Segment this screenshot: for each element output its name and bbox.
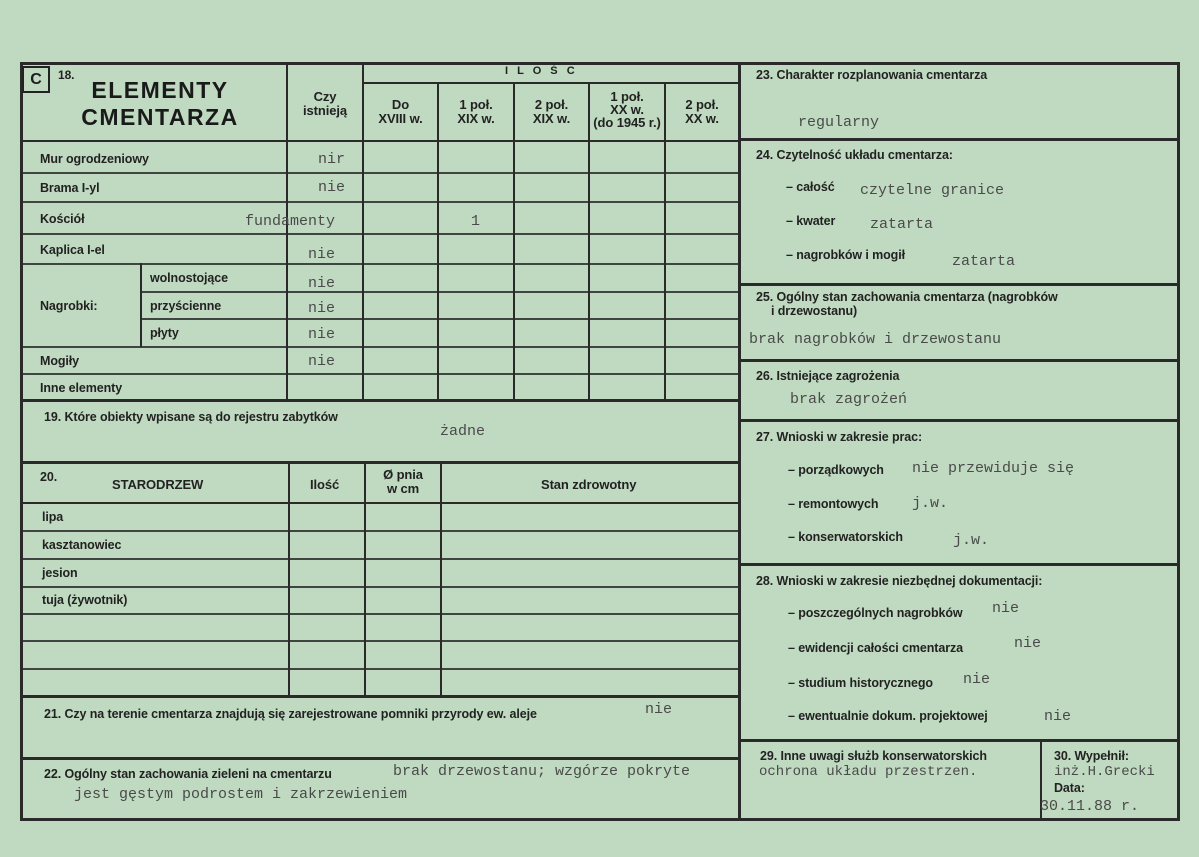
q25-answer: brak nagrobków i drzewostanu	[749, 331, 1002, 348]
grid-line	[740, 563, 1179, 566]
period-l1: 1 poł.	[610, 89, 644, 104]
q24-item-label: – całość	[786, 180, 835, 194]
frame-bottom	[20, 818, 1180, 821]
period-header	[439, 98, 513, 126]
grid-line	[20, 461, 740, 464]
q22-label: 22. Ogólny stan zachowania zieleni na cmentarzu	[44, 767, 332, 781]
grid-line	[288, 462, 290, 696]
grid-line	[20, 757, 740, 760]
trees-col-diameter	[366, 468, 440, 496]
trees-col-health: Stan zdrowotny	[541, 477, 637, 492]
grid-line	[20, 613, 740, 615]
period-l1: 2 poł.	[534, 97, 569, 112]
q23-label: 23. Charakter rozplanowania cmentarza	[756, 68, 988, 82]
q27-item-answer: j.w.	[953, 532, 990, 549]
grid-line	[20, 140, 740, 142]
section-title-line1: ELEMENTY	[91, 77, 229, 103]
q30-label: 30. Wypełnił:	[1054, 749, 1129, 763]
q24-item-label: – nagrobków i mogił	[786, 248, 905, 262]
q23-answer: regularny	[798, 114, 880, 131]
grid-line	[588, 82, 590, 400]
grid-line	[20, 668, 740, 670]
element-value: nie	[308, 300, 336, 317]
section-title	[70, 77, 250, 131]
tree-row: lipa	[42, 510, 64, 524]
trees-col-count: Ilość	[310, 477, 340, 492]
q29-answer: ochrona układu przestrzen.	[759, 764, 978, 780]
element-label: Inne elementy	[40, 381, 123, 395]
q25-label-line1: 25. Ogólny stan zachowania cmentarza (nagrobków	[756, 290, 1058, 304]
q26-answer: brak zagrożeń	[790, 391, 908, 408]
grid-line	[20, 201, 740, 203]
grid-line	[440, 462, 442, 696]
element-count: 1	[471, 213, 481, 230]
card-letter: C	[22, 66, 50, 93]
grid-line	[140, 263, 142, 347]
grid-line	[740, 138, 1179, 141]
column-divider	[738, 62, 741, 821]
q28-item-answer: nie	[963, 671, 991, 688]
q21-answer: nie	[645, 701, 673, 718]
grid-line	[740, 419, 1179, 422]
period-header	[588, 90, 666, 129]
diameter-l1: Ø pnia	[383, 467, 423, 482]
q19-answer: żadne	[440, 423, 486, 440]
grid-line	[20, 502, 740, 504]
grid-line	[740, 739, 1179, 742]
czy-line2: istnieją	[303, 103, 347, 118]
element-label: płyty	[150, 326, 179, 340]
grid-line	[140, 291, 740, 293]
period-l1: 2 poł.	[685, 97, 719, 112]
q24-item-label: – kwater	[786, 214, 836, 228]
q28-item-answer: nie	[1044, 708, 1072, 725]
period-l2: XX w.	[610, 102, 644, 117]
q28-item-answer: nie	[1014, 635, 1042, 652]
element-label: Mogiły	[40, 354, 79, 368]
period-l2: XIX w.	[457, 111, 495, 126]
q24-label: 24. Czytelność układu cmentarza:	[756, 148, 953, 162]
q22-answer-line1: brak drzewostanu; wzgórze pokryte	[393, 763, 691, 780]
grid-line	[20, 399, 740, 402]
q24-item-answer: zatarta	[870, 216, 934, 233]
element-label: Kościół	[40, 212, 85, 226]
grid-line	[362, 82, 740, 84]
element-label: Kaplica I-el	[40, 243, 105, 257]
grid-line	[20, 530, 740, 532]
tree-row: tuja (żywotnik)	[42, 593, 128, 607]
element-label: Mur ogrodzeniowy	[40, 152, 149, 166]
grid-line	[364, 462, 366, 696]
grid-line	[20, 373, 740, 375]
frame-right	[1177, 62, 1180, 821]
period-l2: XVIII w.	[378, 111, 423, 126]
frame-top	[20, 62, 1180, 65]
element-value: nie	[308, 246, 336, 263]
element-value: nie	[318, 179, 346, 196]
q28-item-label: – poszczególnych nagrobków	[788, 606, 963, 620]
q27-item-label: – remontowych	[788, 497, 879, 511]
section-number: 18.	[58, 68, 75, 82]
element-value: nie	[308, 326, 336, 343]
q27-item-label: – porządkowych	[788, 463, 884, 477]
element-value: nir	[318, 151, 346, 168]
element-label: wolnostojące	[150, 271, 228, 285]
grid-line	[20, 172, 740, 174]
q28-label: 28. Wnioski w zakresie niezbędnej dokumentacji:	[756, 574, 1043, 588]
grid-line	[664, 82, 666, 400]
q30-name: inż.H.Grecki	[1054, 764, 1155, 780]
ilosc-header: I L O Ś C	[505, 65, 578, 77]
q24-item-answer: czytelne granice	[860, 182, 1005, 199]
grid-line	[140, 318, 740, 320]
element-label: Brama I-yl	[40, 181, 100, 195]
grid-line	[20, 263, 740, 265]
element-value: nie	[308, 275, 336, 292]
q24-item-answer: zatarta	[952, 253, 1016, 270]
period-l1: 1 poł.	[459, 97, 493, 112]
q28-item-label: – ewidencji całości cmentarza	[788, 641, 963, 655]
q27-item-answer: j.w.	[912, 495, 949, 512]
grid-line	[740, 359, 1179, 362]
q30-date: 30.11.88 r.	[1040, 798, 1140, 815]
element-value: fundamenty	[245, 213, 336, 230]
period-header	[364, 98, 437, 126]
grid-line	[513, 82, 515, 400]
tree-row: jesion	[42, 566, 78, 580]
czy-istnieja-header	[288, 90, 362, 118]
section-title-line2: CMENTARZA	[81, 104, 239, 130]
period-l2: XX w.	[685, 111, 719, 126]
q30-date-label: Data:	[1054, 781, 1085, 795]
grid-line	[20, 346, 740, 348]
grid-line	[20, 640, 740, 642]
q28-item-answer: nie	[992, 600, 1020, 617]
period-header	[666, 98, 738, 126]
diameter-l2: w cm	[386, 481, 420, 496]
tree-row: kasztanowiec	[42, 538, 122, 552]
nagrobki-label: Nagrobki:	[40, 299, 98, 313]
trees-title: STARODRZEW	[112, 477, 204, 492]
q22-answer-line2: jest gęstym podrostem i zakrzewieniem	[74, 786, 408, 803]
q26-label: 26. Istniejące zagrożenia	[756, 369, 900, 383]
q28-item-label: – studium historycznego	[788, 676, 933, 690]
q27-item-label: – konserwatorskich	[788, 530, 903, 544]
q25-label-line2: i drzewostanu)	[771, 304, 858, 318]
frame-left	[20, 62, 23, 821]
grid-line	[437, 82, 439, 400]
period-l1: Do	[391, 97, 410, 112]
q28-item-label: – ewentualnie dokum. projektowej	[788, 709, 988, 723]
grid-line	[20, 558, 740, 560]
element-label: przyścienne	[150, 299, 222, 313]
q27-item-answer: nie przewiduje się	[912, 460, 1075, 477]
grid-line	[20, 586, 740, 588]
q29-label: 29. Inne uwagi służb konserwatorskich	[760, 749, 987, 763]
q27-label: 27. Wnioski w zakresie prac:	[756, 430, 923, 444]
period-l2: XIX w.	[532, 111, 571, 126]
czy-line1: Czy	[313, 89, 337, 104]
q19-label: 19. Które obiekty wpisane są do rejestru zabytków	[44, 410, 338, 424]
grid-line	[20, 233, 740, 235]
trees-number: 20.	[40, 470, 58, 484]
period-header	[515, 98, 588, 126]
q21-label: 21. Czy na terenie cmentarza znajdują się zarejestrowane pomniki przyrody ew. aleje	[44, 707, 537, 721]
grid-line	[740, 283, 1179, 286]
grid-line	[20, 695, 740, 698]
period-l3: (do 1945 r.)	[593, 115, 661, 130]
element-value: nie	[308, 353, 336, 370]
